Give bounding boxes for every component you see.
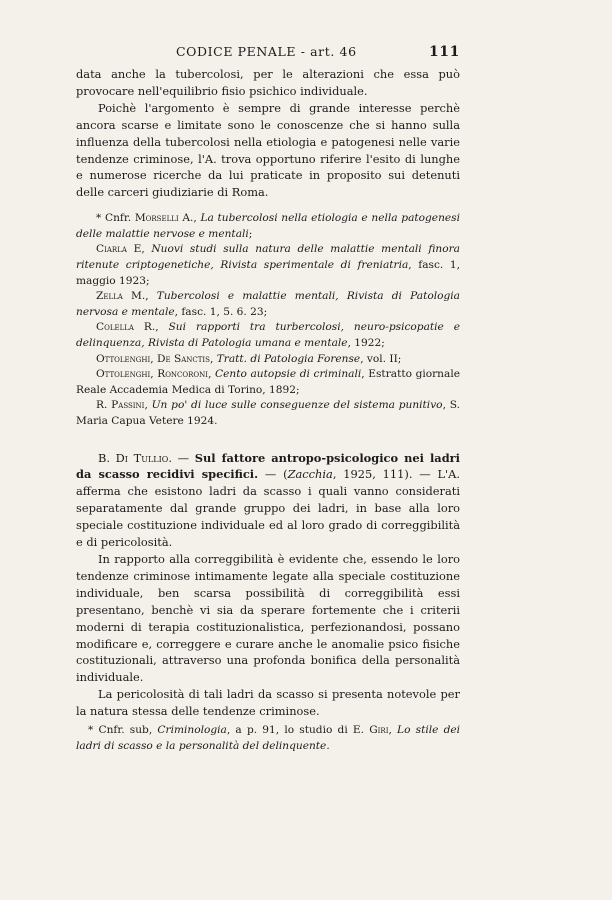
intro-text [76,66,460,201]
note-entry: R. Passini, Un po' di luce sulle conseguenze del sistema punitivo, S. Maria Capua Vetere 1924. [76,399,460,427]
note-author: R. Passini [96,399,145,412]
intro-paragraph-1: data anche la tubercolosi, per le alterazioni che essa può provocare nell'equilibrio fisio psichico individuale. [76,67,460,98]
final-note-book: Criminologia [157,724,227,737]
running-title: CODICE PENALE - art. 46 [176,44,357,59]
note-rest: ; [248,227,253,240]
note-rest: , Estratto giornale Reale Accademia Medica di Torino, 1892; [76,368,460,396]
note-author: Zella M. [96,290,146,303]
section-author: B. Di Tullio. [98,450,172,465]
note-rest: , fasc. 1, 5. 6. 23; [174,305,268,318]
section-title: Sul fattore antropo-psicologico nei ladri da scasso recidivi specifici. [76,450,460,482]
note-prefix: * Cnfr. [96,212,132,225]
note-title: Sui rapporti tra turbercolosi, neuro-psicopatie e delinquenza, Rivista di Patologia umana e mentale [76,321,460,349]
section-paragraph-2: In rapporto alla correggibilità è evidente che, essendo le loro tendenze criminose intimamente legate alla speciale costituzione individuale, ben scarsa possibilità di correggibilità essi presentano, benchè vi sia da sperare fortemente che i criterii moderni di terapia costituzionalistica, perfezionandosi, possano modificare e, correggere e curare anche le anomalie psico fisiche costituzionali, attraverso una profonda bonifica della personalità individuale. [76,552,460,685]
final-note-entry: * Cnfr. sub, Criminologia, a p. 91, lo studio di E. Giri, Lo stile dei ladri di scasso e la personalità del delinquente. [76,724,461,752]
note-author: Ottolenghi, Roncoroni [96,368,209,381]
note-entry: * Cnfr. Morselli A., La tubercolosi nella etiologia e nella patogenesi delle malattie nervose e mentali; [76,212,460,240]
intro-paragraph-2: Poichè l'argomento è sempre di grande interesse perchè ancora scarse e limitate sono le conoscenze che si hanno sulla influenza della tubercolosi nella etiologia e patogenesi nelle varie tendenze criminose, l'A. trova opportuno riferire l'esito di lunghe e numerose ricerche da lui praticate in proposito sui detenuti delle carceri giudiziarie di Roma. [76,100,460,200]
note-rest: , S. Maria Capua Vetere 1924. [76,399,460,427]
note-title: Tubercolosi e malattie mentali, Rivista di Patologia nervosa e mentale [76,290,460,318]
note-title: Cento autopsie di criminali [215,368,362,381]
note-entry: Zella M., Tubercolosi e malattie mentali, Rivista di Patologia nervosa e mentale, fasc. 1, 5. 6. 23; [76,290,460,318]
final-note-prefix: * Cnfr. sub, [88,724,153,737]
page-header [76,44,460,60]
note-title: Nuovi studi sulla natura delle malattie mentali finora ritenute criptogenetiche, Rivista sperimentale di freniatria [76,243,460,272]
final-note-author: E. Giri [352,724,389,737]
page-number: 111 [428,44,460,60]
note-author: Morselli A. [134,212,194,225]
final-note [76,723,460,754]
note-entry: Ottolenghi, Roncoroni, Cento autopsie di criminali, Estratto giornale Reale Accademia Medica di Torino, 1892; [76,368,460,396]
section-source: Zacchia [287,467,333,482]
note-entry: Ciarla E, Nuovi studi sulla natura delle malattie mentali finora ritenute criptogenetiche, Rivista sperimentale di freniatria, fasc. 1, maggio 1923; [76,243,460,287]
note-title: Tratt. di Patologia Forense [216,352,361,365]
note-entry: Ottolenghi, De Sanctis, Tratt. di Patologia Forense, vol. II; [96,352,402,365]
note-rest: , 1922; [347,337,385,349]
note-title: La tubercolosi nella etiologia e nella patogenesi delle malattie nervose e mentali [76,212,460,240]
section-dash: — [171,450,195,465]
note-entry: Colella R., Sui rapporti tra turbercolosi, neuro-psicopatie e delinquenza, Rivista di Patologia umana e mentale, 1922; [76,321,460,349]
note-rest: , vol. II; [360,352,402,365]
note-author: Ottolenghi, De Sanctis [96,352,210,365]
section-paragraph-3: La pericolosità di tali ladri da scasso si presenta notevole per la natura stessa delle tendenze criminose. [76,687,460,719]
note-rest: , fasc. 1, maggio 1923; [76,259,460,287]
note-title: Un po' di luce sulle conseguenze del sistema punitivo [151,399,443,412]
bibliography-notes [76,211,460,429]
section-dash-2: — ( [258,467,288,482]
final-note-middle: , a p. 91, lo studio di [226,724,348,737]
section-body: , 1925, 111). — L'A. afferma che esistono ladri da scasso i quali vanno considerati separatamente dal grande gruppo dei ladri, in base alla loro speciale costituzione individuale ed al loro grado di correggibilità e di pericolosità. [76,467,461,550]
review-section [76,450,460,721]
section-paragraph-1 [76,450,460,551]
page [76,44,460,754]
note-author: Colella R. [96,321,156,334]
final-note-title: Lo stile dei ladri di scasso e la personalità del delinquente. [76,724,461,752]
note-author: Ciarla E [96,243,142,256]
